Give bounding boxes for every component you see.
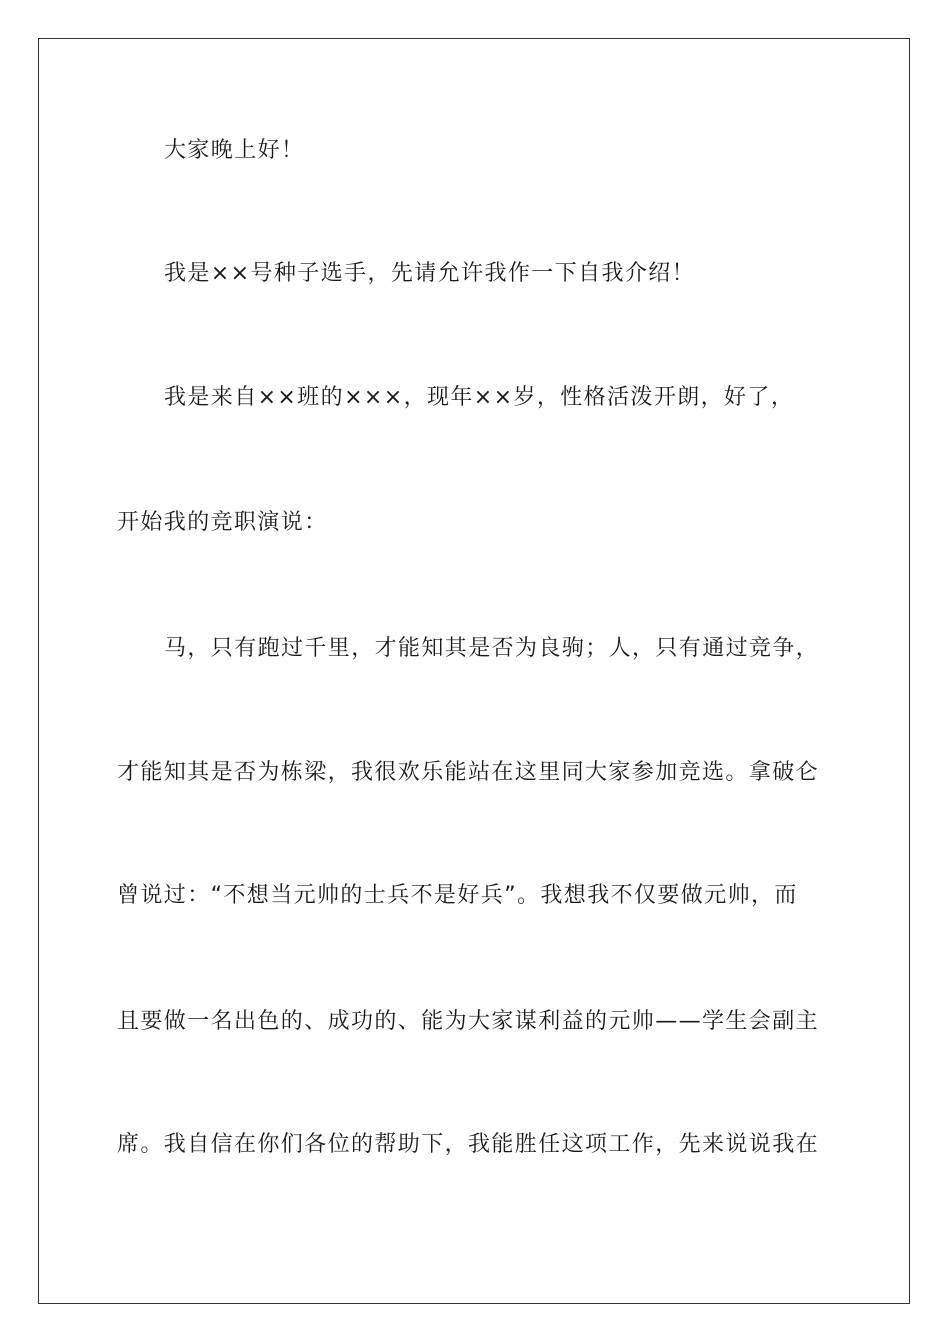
paragraph-line: 我是××号种子选手，先请允许我作一下自我介绍！ (164, 261, 696, 286)
paragraph-line: 席。我自信在你们各位的帮助下，我能胜任这项工作，先来说说我在 (117, 1132, 820, 1157)
paragraph-line: 才能知其是否为栋梁，我很欢乐能站在这里同大家参加竞选。拿破仑 (117, 760, 820, 785)
paragraph-line: 曾说过：“不想当元帅的士兵不是好兵”。我想我不仅要做元帅，而 (117, 883, 798, 908)
greeting-line: 大家晚上好！ (164, 138, 305, 163)
page-border (38, 38, 910, 1304)
paragraph-line: 且要做一名出色的、成功的、能为大家谋利益的元帅——学生会副主 (117, 1009, 820, 1034)
paragraph-line: 开始我的竞职演说： (117, 510, 328, 535)
paragraph-line: 我是来自××班的×××，现年××岁，性格活泼开朗，好了， (164, 385, 795, 410)
paragraph-line: 马，只有跑过千里，才能知其是否为良驹；人，只有通过竞争， (164, 636, 820, 661)
